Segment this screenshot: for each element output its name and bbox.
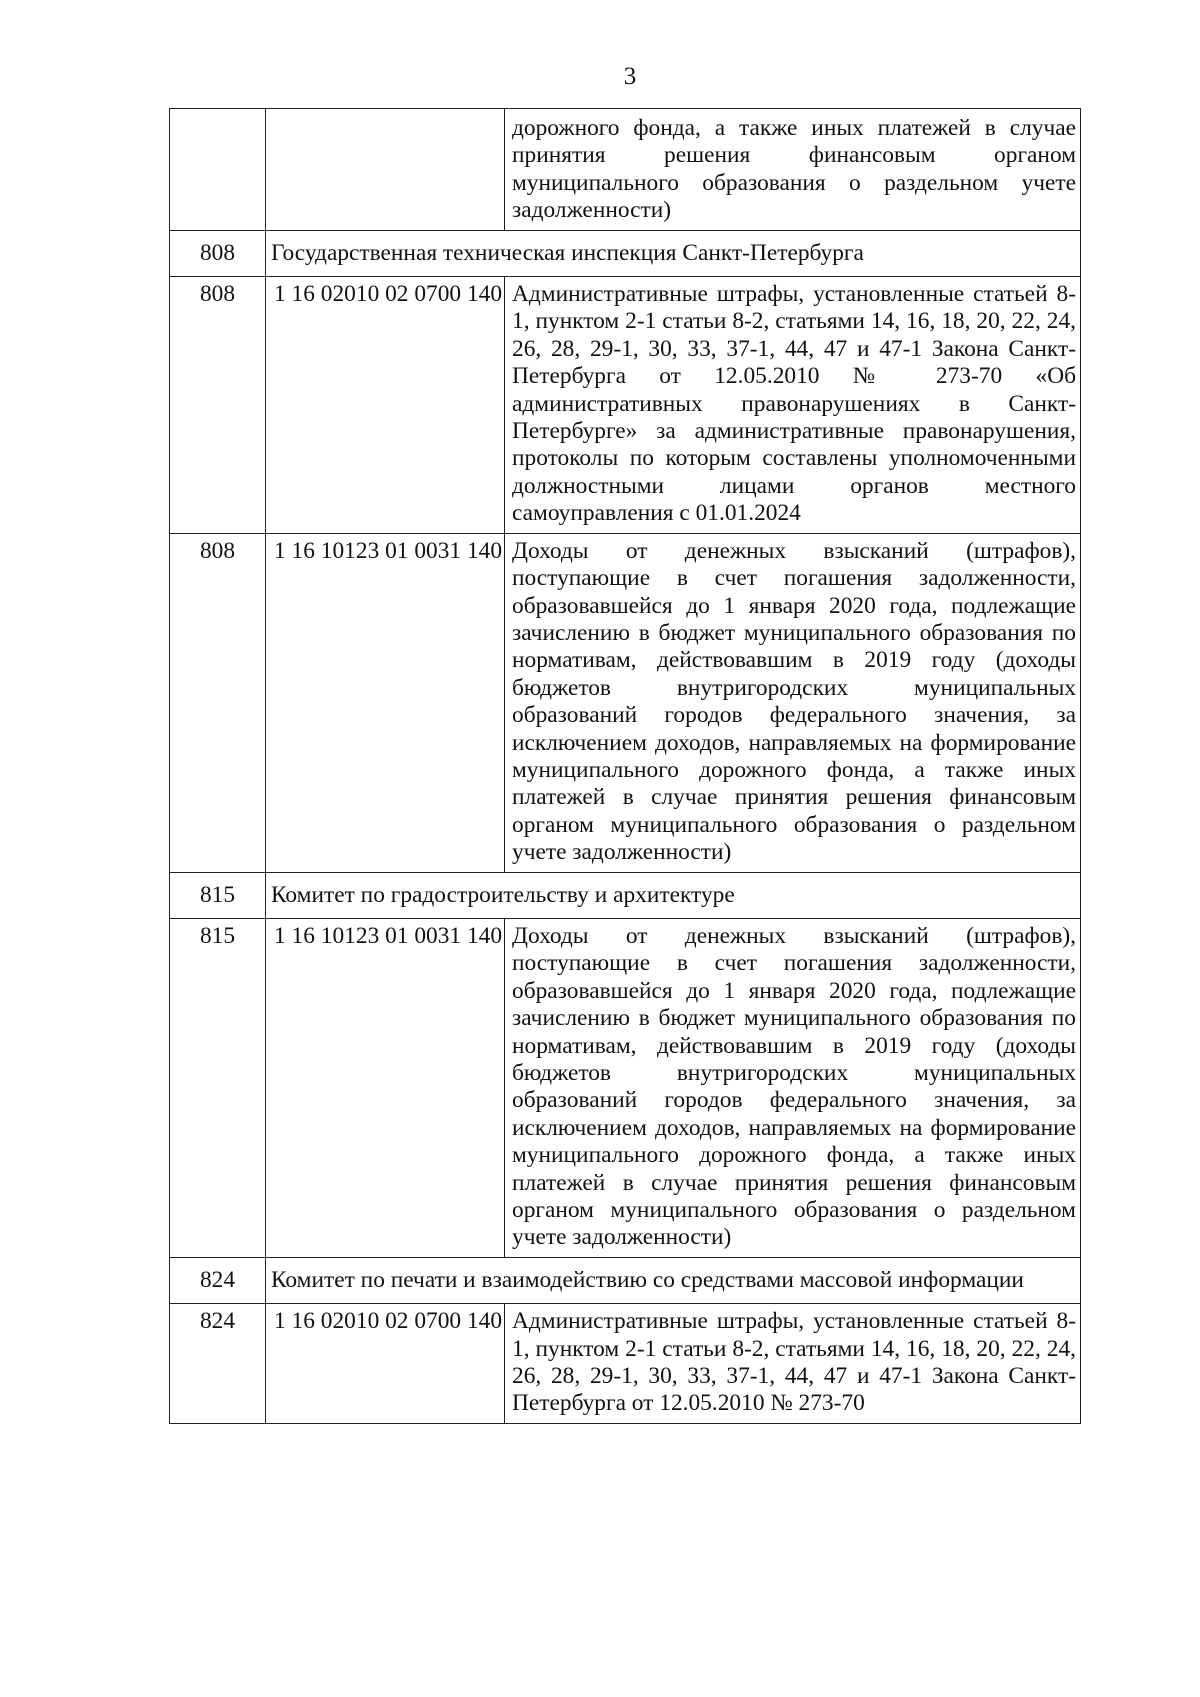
kbk-code-cell: 1 16 10123 01 0031 140 <box>266 533 505 872</box>
description-cell: Административные штрафы, установленные статьей 8-1, пунктом 2-1 статьи 8-2, статьями 14, 16, 18, 20, 22, 24, 26, 28, 29-1, 30, 33, 37-1, 44, 47 и 47-1 Закона Санкт-Петербурга от 12.05.2010 № 273-70 «Об административных правонарушениях в Санкт-Петербурге» за административные правонарушения, протоколы по которым составлены уполномоченными должностными лицами органов местного самоуправления с 01.01.2024 <box>505 277 1081 534</box>
description-cell: Административные штрафы, установленные статьей 8-1, пунктом 2-1 статьи 8-2, статьями 14, 16, 18, 20, 22, 24, 26, 28, 29-1, 30, 33, 37-1, 44, 47 и 47-1 Закона Санкт-Петербурга от 12.05.2010 № 273-70 <box>505 1304 1081 1424</box>
kbk-code-cell <box>266 109 505 231</box>
organization-name-cell: Комитет по градостроительству и архитектуре <box>266 872 1081 918</box>
organization-name-cell: Комитет по печати и взаимодействию со средствами массовой информации <box>266 1257 1081 1303</box>
table-row <box>170 277 1081 534</box>
description-cell: дорожного фонда, а также иных платежей в случае принятия решения финансовым органом муниципального образования о раздельном учете задолженности) <box>505 109 1081 231</box>
revenue-codes-table <box>169 108 1081 1424</box>
kbk-code-cell: 1 16 02010 02 0700 140 <box>266 277 505 534</box>
description-cell: Доходы от денежных взысканий (штрафов), поступающие в счет погашения задолженности, образовавшейся до 1 января 2020 года, подлежащие зачислению в бюджет муниципального образования по нормативам, действовавшим в 2019 году (доходы бюджетов внутригородских муниципальных образований городов федерального значения, за исключением доходов, направляемых на формирование муниципального дорожного фонда, а также иных платежей в случае принятия решения финансовым органом муниципального образования о раздельном учете задолженности) <box>505 918 1081 1257</box>
organization-name-cell: Государственная техническая инспекция Санкт-Петербурга <box>266 230 1081 276</box>
table-row <box>170 533 1081 872</box>
organization-row <box>170 230 1081 276</box>
admin-code-cell: 824 <box>170 1304 266 1424</box>
table-row <box>170 109 1081 231</box>
admin-code-cell: 815 <box>170 918 266 1257</box>
organization-row <box>170 1257 1081 1303</box>
table-row <box>170 1304 1081 1424</box>
table-row <box>170 918 1081 1257</box>
kbk-code-cell: 1 16 02010 02 0700 140 <box>266 1304 505 1424</box>
admin-code-cell: 808 <box>170 277 266 534</box>
admin-code-cell: 808 <box>170 230 266 276</box>
admin-code-cell <box>170 109 266 231</box>
admin-code-cell: 824 <box>170 1257 266 1303</box>
page-number: 3 <box>623 63 637 90</box>
kbk-code-cell: 1 16 10123 01 0031 140 <box>266 918 505 1257</box>
admin-code-cell: 808 <box>170 533 266 872</box>
description-cell: Доходы от денежных взысканий (штрафов), поступающие в счет погашения задолженности, образовавшейся до 1 января 2020 года, подлежащие зачислению в бюджет муниципального образования по нормативам, действовавшим в 2019 году (доходы бюджетов внутригородских муниципальных образований городов федерального значения, за исключением доходов, направляемых на формирование муниципального дорожного фонда, а также иных платежей в случае принятия решения финансовым органом муниципального образования о раздельном учете задолженности) <box>505 533 1081 872</box>
organization-row <box>170 872 1081 918</box>
admin-code-cell: 815 <box>170 872 266 918</box>
